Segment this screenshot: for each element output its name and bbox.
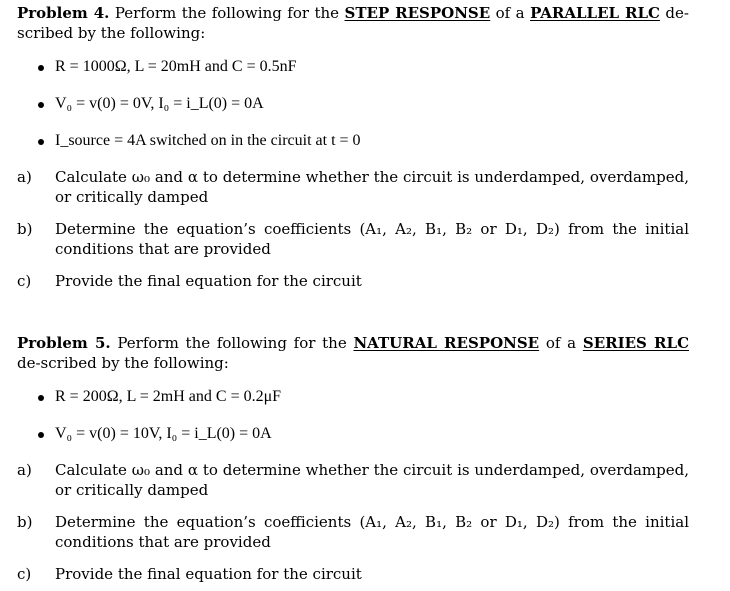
problem-4-intro-before: Perform the following for the xyxy=(114,4,340,22)
part-label: c) xyxy=(17,565,32,583)
problem-4-response-type: STEP RESPONSE xyxy=(344,4,491,22)
problem-5 xyxy=(17,333,689,584)
problem-4-intro-middle: of a xyxy=(495,4,525,22)
part-text: Determine the equation’s coefficients (A₁, A₂, B₁, B₂ or D₁, D₂) from the initial conditions that are provided xyxy=(55,513,689,551)
part-label: a) xyxy=(17,461,32,479)
part-text: Provide the final equation for the circuit xyxy=(55,565,362,583)
problem-5-title: Problem 5. xyxy=(17,334,111,352)
part-label: a) xyxy=(17,168,32,186)
problem-4-part-a xyxy=(17,167,689,207)
problem-5-given-list xyxy=(17,387,689,444)
problem-4-intro-after: de-scribed by the following: xyxy=(17,4,689,42)
part-text: Determine the equation’s coefficients (A₁, A₂, B₁, B₂ or D₁, D₂) from the initial conditions that are provided xyxy=(55,220,689,258)
part-text: Calculate ω₀ and α to determine whether the circuit is underdamped, overdamped, or critically damped xyxy=(55,461,689,499)
part-label: b) xyxy=(17,513,33,531)
problem-4-given-initial: V₀ = v(0) = 0V, I₀ = i_L(0) = 0A xyxy=(17,94,689,114)
problem-4-given-list xyxy=(17,57,689,151)
problem-4-part-c xyxy=(17,271,689,291)
problem-5-given-initial: V₀ = v(0) = 10V, I₀ = i_L(0) = 0A xyxy=(17,424,689,444)
problem-4-intro xyxy=(17,3,689,43)
problem-5-intro-after: de-scribed by the following: xyxy=(17,354,229,372)
problem-5-part-c xyxy=(17,564,689,584)
problem-4-given-source: I_source = 4A switched on in the circuit at t = 0 xyxy=(17,131,689,151)
problem-5-response-type: NATURAL RESPONSE xyxy=(353,334,540,352)
part-text: Provide the final equation for the circuit xyxy=(55,272,362,290)
problem-4-title: Problem 4. xyxy=(17,4,110,22)
problem-4-part-b xyxy=(17,219,689,259)
problem-5-part-a xyxy=(17,460,689,500)
part-text: Calculate ω₀ and α to determine whether the circuit is underdamped, overdamped, or critically damped xyxy=(55,168,689,206)
problem-5-part-b xyxy=(17,512,689,552)
problem-5-intro-before: Perform the following for the xyxy=(117,334,347,352)
problem-4-circuit-type: PARALLEL RLC xyxy=(530,4,660,22)
problem-4-parts xyxy=(17,167,689,291)
problem-4 xyxy=(17,3,689,291)
problem-5-intro-middle: of a xyxy=(545,334,577,352)
problem-5-intro xyxy=(17,333,689,373)
part-label: c) xyxy=(17,272,32,290)
problem-5-parts xyxy=(17,460,689,584)
problem-5-given-rlc: R = 200Ω, L = 2mH and C = 0.2μF xyxy=(17,387,689,407)
part-label: b) xyxy=(17,220,33,238)
problem-4-given-rlc: R = 1000Ω, L = 20mH and C = 0.5nF xyxy=(17,57,689,77)
problem-5-circuit-type: SERIES RLC xyxy=(582,334,690,352)
